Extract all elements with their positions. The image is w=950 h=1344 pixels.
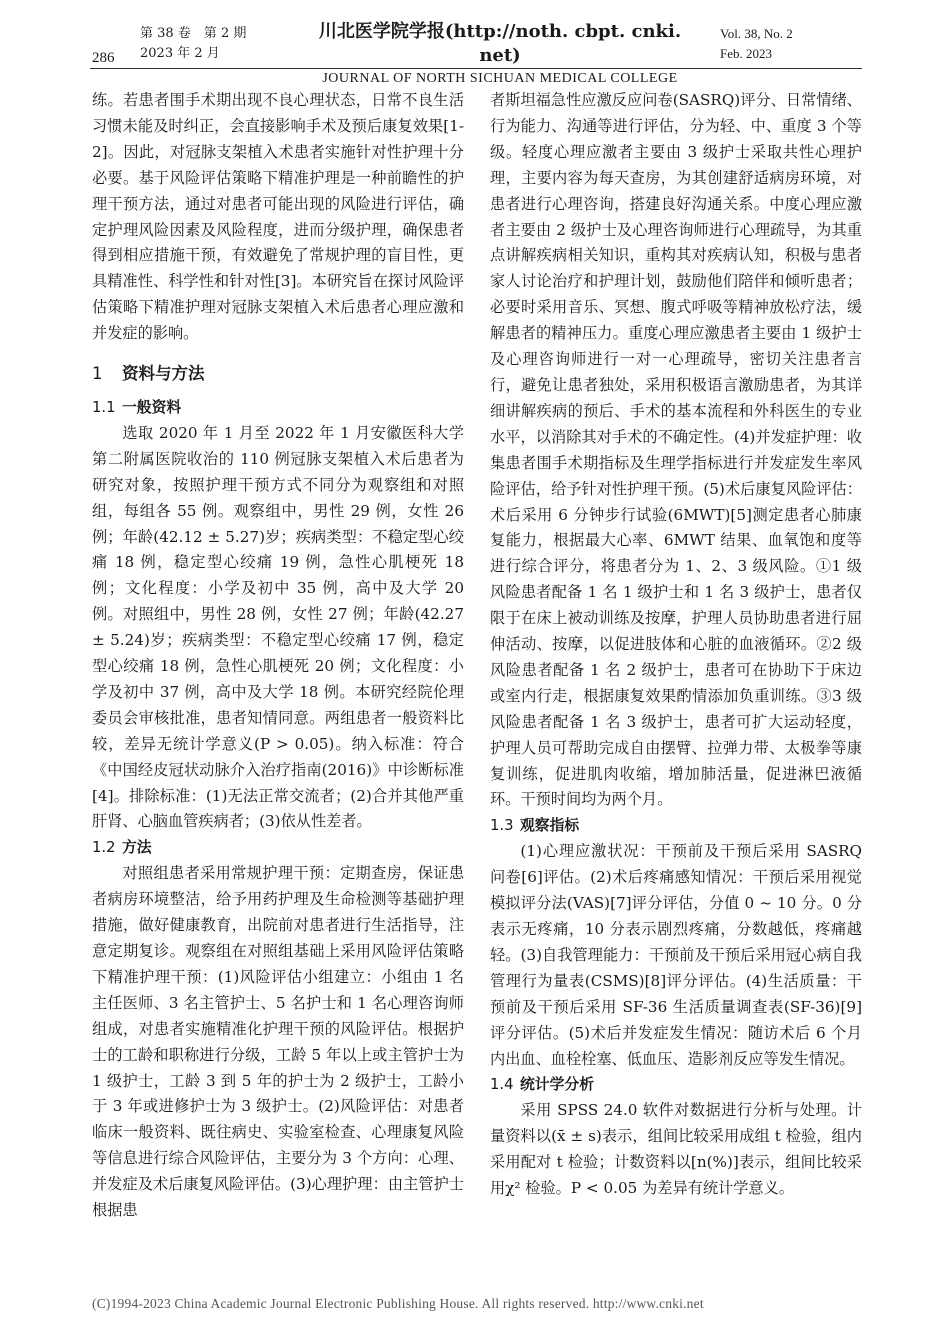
method-continued-paragraph: 者斯坦福急性应激反应问卷(SASRQ)评分、日常情绪、行为能力、沟通等进行评估，分为轻、中、重度 3 个等级。轻度心理应激者主要由 3 级护士采取共性心理护理，主要内容为每天查房，为其创建舒适病房环境，对患者进行心理咨询，搭建良好沟通关系。中度心理应激者主要由 2 级护士及心理咨询师进行心理疏导，为其重点讲解疾病相关知识，重构其对疾病认知，积极与患者家人讨论治疗和护理计划，鼓励他们陪伴和倾听患者；必要时采用音乐、冥想、腹式呼吸等精神放松疗法，缓解患者的精神压力。重度心理应激患者主要由 1 级护士及心理咨询师进行一对一心理疏导，密切关注患者言行，避免让患者独处，采用积极语言激励患者，为其详细讲解疾病的预后、手术的基本流程和外科医生的专业水平，以消除其对手术的不确定性。(4)并发症护理：收集患者围手术期指标及生理学指标进行并发症发生率风险评估，给予针对性护理干预。(5)术后康复风险评估：术后采用 6 分钟步行试验(6MWT)[5]测定患者心肺康复能力，根据最大心率、6MWT 结果、血氧饱和度等进行综合评分，将患者分为 1、2、3 级风险。①1 级风险患者配备 1 名 1 级护士和 1 名 3 级护士，患者仅限于在床上被动训练及按摩，护理人员协助患者进行屈伸活动、按摩，以促进肢体和心脏的血液循环。②2 级风险患者配备 1 名 2 级护士，患者可在协助下于床边或室内行走，根据康复效果酌情添加负重训练。③3 级风险患者配备 1 名 3 级护士，患者可扩大运动轻度，护理人员可帮助完成自由摆臂、拉弹力带、太极拳等康复训练，促进肌肉收缩，增加肺活量，促进淋巴液循环。干预时间均为两个月。 bbox=[490, 91, 862, 809]
journal-name-en: JOURNAL OF NORTH SICHUAN MEDICAL COLLEGE bbox=[322, 71, 678, 86]
volume-en: Vol. 38, No. 2 bbox=[720, 26, 793, 41]
section-title: 资料与方法 bbox=[122, 364, 205, 384]
subsection-number: 1.1 bbox=[92, 398, 116, 416]
section-heading-1 bbox=[92, 361, 464, 387]
issue-info-en bbox=[720, 24, 793, 64]
date-cn: 2023 年 2 月 bbox=[140, 46, 220, 61]
intro-paragraph: 练。若患者围手术期出现不良心理状态，日常不良生活习惯未能及时纠正，会直接影响手术及预后康复效果[1-2]。因此，对冠脉支架植入术患者实施针对性护理十分必要。基于风险评估策略下精准护理是一种前瞻性的护理干预方法，通过对患者可能出现的风险进行评估，确定护理风险因素及风险程度，进而分级护理，确保患者得到相应措施干预，有效避免了常规护理的盲目性，更具精准性、科学性和针对性[3]。本研究旨在探讨风险评估策略下精准护理对冠脉支架植入术后患者心理应激和并发症的影响。 bbox=[92, 91, 464, 343]
subsection-heading-1-4 bbox=[490, 1072, 862, 1098]
issue-info-cn bbox=[140, 24, 246, 64]
page-number: 286 bbox=[92, 50, 115, 66]
subsection-number: 1.2 bbox=[92, 839, 116, 857]
left-column bbox=[92, 88, 464, 1224]
header-rule bbox=[90, 68, 862, 69]
copyright-footer: (C)1994-2023 China Academic Journal Electronic Publishing House. All rights reserved. http://www.cnki.net bbox=[92, 1296, 704, 1311]
statistics-paragraph: 采用 SPSS 24.0 软件对数据进行分析与处理。计量资料以(x̄ ± s)表示，组间比较采用成组 t 检验，组内采用配对 t 检验；计数资料以[n(%)]表示，组间比较采用χ² 检验。P < 0.05 为差异有统计学意义。 bbox=[490, 1101, 862, 1198]
volume-cn: 第 38 卷 第 2 期 bbox=[140, 26, 247, 41]
subsection-title: 观察指标 bbox=[520, 817, 580, 835]
subsection-heading-1-1 bbox=[92, 395, 464, 421]
journal-title bbox=[300, 20, 700, 90]
journal-name-cn: 川北医学院学报(http://noth. cbpt. cnki. net) bbox=[318, 21, 682, 66]
subsection-number: 1.4 bbox=[490, 1076, 514, 1094]
subsection-title: 统计学分析 bbox=[520, 1076, 594, 1094]
right-column bbox=[490, 88, 862, 1202]
page-header bbox=[0, 0, 950, 86]
section-number: 1 bbox=[92, 364, 103, 384]
subsection-title: 一般资料 bbox=[122, 398, 182, 416]
observation-paragraph: (1)心理应激状况：干预前及干预后采用 SASRQ 问卷[6]评估。(2)术后疼痛感知情况：干预后采用视觉模拟评分法(VAS)[7]评分评估，分值 0 ~ 10 分。0 分表示无疼痛，10 分表示剧烈疼痛，分数越低，疼痛越轻。(3)自我管理能力：干预前及干预后采用冠心病自我管理行为量表(CSMS)[8]评分评估。(4)生活质量：干预前及干预后采用 SF-36 生活质量调查表(SF-36)[9]评分评估。(5)术后并发症发生情况：随访术后 6 个月内出血、血栓栓塞、低血压、造影剂反应等发生情况。 bbox=[490, 842, 862, 1068]
subsection-number: 1.3 bbox=[490, 817, 514, 835]
subsection-heading-1-2 bbox=[92, 835, 464, 861]
date-en: Feb. 2023 bbox=[720, 46, 772, 61]
subsection-heading-1-3 bbox=[490, 813, 862, 839]
general-data-paragraph: 选取 2020 年 1 月至 2022 年 1 月安徽医科大学第二附属医院收治的 110 例冠脉支架植入术后患者为研究对象，按照护理干预方式不同分为观察组和对照组，每组各 55 例。观察组中，男性 29 例，女性 26 例；年龄(42.12 ± 5.27)岁；疾病类型：不稳定型心绞痛 18 例，稳定型心绞痛 19 例，急性心肌梗死 18 例；文化程度：小学及初中 35 例，高中及大学 20 例。对照组中，男性 28 例，女性 27 例；年龄(42.27 ± 5.24)岁；疾病类型：不稳定型心绞痛 17 例，稳定型心绞痛 18 例，急性心肌梗死 20 例；文化程度：小学及初中 37 例，高中及大学 18 例。本研究经院伦理委员会审核批准，患者知情同意。两组患者一般资料比较，差异无统计学意义(P > 0.05)。纳入标准：符合《中国经皮冠状动脉介入治疗指南(2016)》中诊断标准[4]。排除标准：(1)无法正常交流者；(2)合并其他严重肝肾、心脑血管疾病者；(3)依从性差者。 bbox=[92, 423, 464, 831]
method-paragraph: 对照组患者采用常规护理干预：定期查房，保证患者病房环境整洁，给予用药护理及生命检测等基础护理措施，做好健康教育，出院前对患者进行生活指导，注意定期复诊。观察组在对照组基础上采用风险评估策略下精准护理干预：(1)风险评估小组建立：小组由 1 名主任医师、3 名主管护士、5 名护士和 1 名心理咨询师组成，对患者实施精准化护理干预的风险评估。根据护士的工龄和职称进行分级，工龄 5 年以上或主管护士为 1 级护士，工龄 3 到 5 年的护士为 2 级护士，工龄小于 3 年或进修护士为 3 级护士。(2)风险评估：对患者临床一般资料、既往病史、实验室检查、心理康复风险等信息进行综合风险评估，主要分为 3 个方向：心理、并发症及术后康复风险评估。(3)心理护理：由主管护士根据患 bbox=[92, 864, 464, 1220]
subsection-title: 方法 bbox=[122, 839, 152, 857]
